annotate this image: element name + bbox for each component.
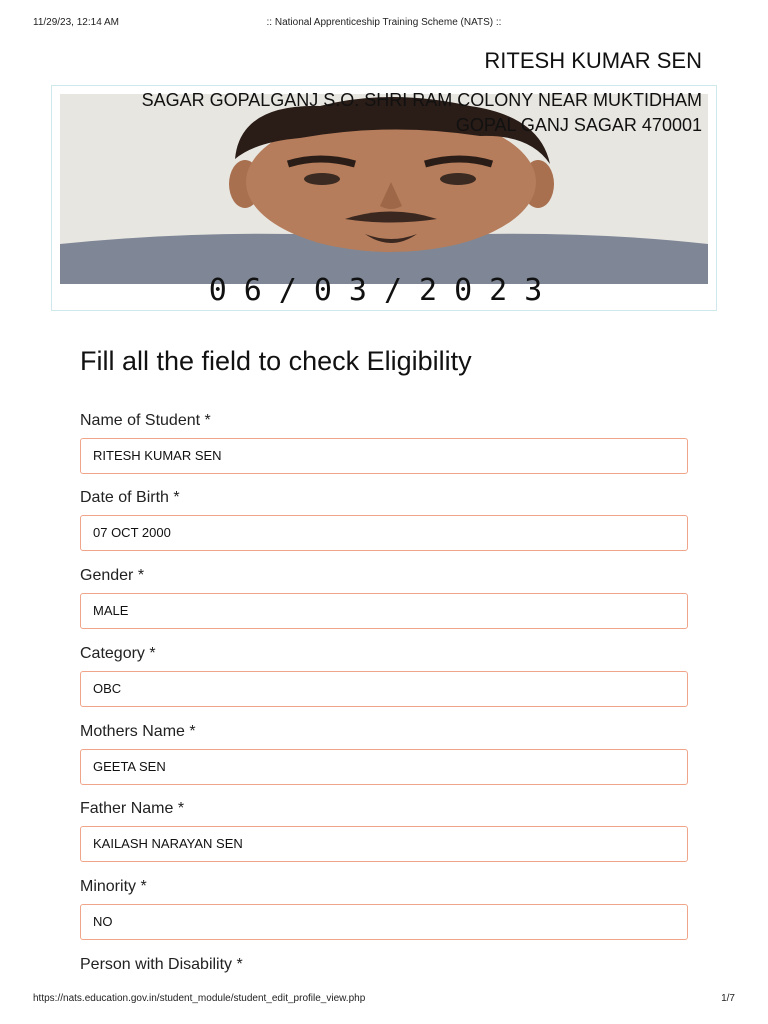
student-address	[82, 88, 702, 138]
field-gender	[80, 567, 688, 629]
print-page-title: :: National Apprenticeship Training Scheme (NATS) ::	[266, 17, 502, 28]
gender-input[interactable]: MALE	[80, 593, 688, 629]
print-timestamp: 11/29/23, 12:14 AM	[33, 17, 119, 28]
eligibility-form-title: Fill all the field to check Eligibility	[80, 346, 472, 376]
print-footer	[33, 993, 735, 1007]
print-header	[33, 17, 735, 31]
photo-date-stamp: 06/03/2023	[208, 273, 560, 308]
field-label: Date of Birth *	[80, 489, 180, 506]
student-name-heading: RITESH KUMAR SEN	[484, 48, 702, 73]
field-minority	[80, 878, 688, 940]
field-label: Person with Disability *	[80, 956, 243, 973]
field-label: Father Name *	[80, 800, 185, 817]
field-category	[80, 645, 688, 707]
address-line-1: SAGAR GOPALGANJ S.O. SHRI RAM COLONY NEAR MUKTIDHAM	[141, 90, 702, 110]
field-label: Minority *	[80, 878, 147, 895]
father-name-input[interactable]: KAILASH NARAYAN SEN	[80, 826, 688, 862]
field-label: Name of Student *	[80, 412, 211, 429]
field-date-of-birth	[80, 489, 688, 551]
field-label: Gender *	[80, 567, 145, 584]
field-label: Mothers Name *	[80, 723, 196, 740]
field-person-with-disability	[80, 956, 688, 974]
date-of-birth-input[interactable]: 07 OCT 2000	[80, 515, 688, 551]
field-label: Category *	[80, 645, 156, 662]
field-father-name	[80, 800, 688, 862]
student-name-input[interactable]: RITESH KUMAR SEN	[80, 438, 688, 474]
print-page-number: 1/7	[721, 993, 735, 1004]
category-input[interactable]: OBC	[80, 671, 688, 707]
minority-input[interactable]: NO	[80, 904, 688, 940]
print-page-url: https://nats.education.gov.in/student_module/student_edit_profile_view.php	[33, 993, 366, 1004]
mothers-name-input[interactable]: GEETA SEN	[80, 749, 688, 785]
field-student-name	[80, 412, 688, 474]
address-line-2: GOPAL GANJ SAGAR 470001	[455, 115, 702, 135]
field-mothers-name	[80, 723, 688, 785]
